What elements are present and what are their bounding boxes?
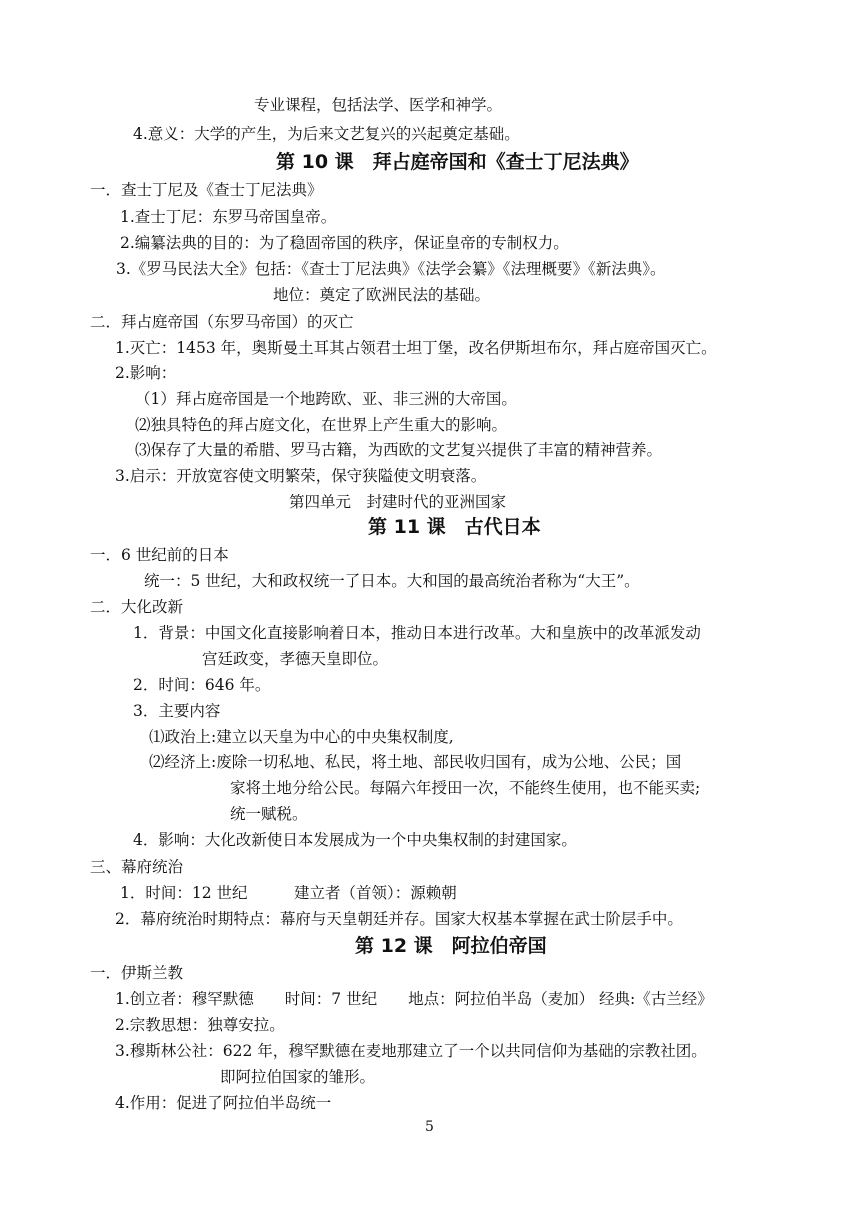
- text-line: 2.编纂法典的目的：为了稳固帝国的秩序，保证皇帝的专制权力。: [120, 234, 569, 252]
- page-number: 5: [425, 1119, 434, 1135]
- text-line: 3．主要内容: [133, 702, 221, 720]
- text-line: 专业课程，包括法学、医学和神学。: [254, 96, 503, 114]
- lesson-10-title: 第 10 课 拜占庭帝国和《查士丁尼法典》: [276, 151, 639, 173]
- section-heading: 二．大化改新: [90, 598, 184, 616]
- section-heading: 二．拜占庭帝国（东罗马帝国）的灭亡: [90, 313, 354, 331]
- lesson-11-title: 第 11 课 古代日本: [368, 516, 541, 538]
- text-line: 3.《罗马民法大全》包括：《查士丁尼法典》《法学会纂》《法理概要》《新法典》。: [116, 260, 666, 278]
- text-line: 2．时间：646 年。: [133, 676, 271, 694]
- text-line: ⑶保存了大量的希腊、罗马古籍，为西欧的文艺复兴提供了丰富的精神营养。: [135, 441, 663, 459]
- lesson-12-title: 第 12 课 阿拉伯帝国: [355, 935, 547, 957]
- text-line: 3.启示：开放宽容使文明繁荣，保守狭隘使文明衰落。: [115, 467, 487, 485]
- text-line: 家将土地分给公民。每隔六年授田一次，不能终生使用，也不能买卖;: [230, 779, 701, 797]
- text-line: （1）拜占庭帝国是一个地跨欧、亚、非三洲的大帝国。: [135, 390, 517, 408]
- section-heading: 一．6 世纪前的日本: [90, 546, 229, 564]
- text-line: ⑴政治上:建立以天皇为中心的中央集权制度,: [149, 728, 454, 746]
- text-line: 统一赋税。: [230, 805, 308, 823]
- text-line: 1.灭亡：1453 年，奥斯曼土耳其占领君士坦丁堡，改名伊斯坦布尔，拜占庭帝国灭亡。: [115, 339, 717, 357]
- text-line: ⑵经济上:废除一切私地、私民，将土地、部民收归国有，成为公地、公民；国: [149, 753, 682, 771]
- text-line: 宫廷政变，孝德天皇即位。: [202, 650, 389, 668]
- text-line: 2.影响：: [115, 364, 177, 382]
- text-line: 1.创立者：穆罕默德 时间：7 世纪 地点：阿拉伯半岛（麦加） 经典:《古兰经》: [115, 990, 713, 1008]
- text-line: 4．影响：大化改新使日本发展成为一个中央集权制的封建国家。: [133, 831, 577, 849]
- text-line: 4.作用：促进了阿拉伯半岛统一: [115, 1094, 332, 1112]
- text-line: 1．时间：12 世纪 建立者（首领）：源赖朝: [120, 884, 457, 902]
- text-line: 4.意义：大学的产生，为后来文艺复兴的兴起奠定基础。: [133, 125, 520, 143]
- text-line: 2．幕府统治时期特点：幕府与天皇朝廷并存。国家大权基本掌握在武士阶层手中。: [115, 910, 683, 928]
- section-heading: 一．查士丁尼及《查士丁尼法典》: [90, 181, 323, 199]
- section-heading: 三、幕府统治: [90, 858, 184, 876]
- text-line: 即阿拉伯国家的雏形。: [220, 1068, 376, 1086]
- text-line: 统一：5 世纪，大和政权统一了日本。大和国的最高统治者称为“大王”。: [144, 572, 640, 590]
- text-line: 3.穆斯林公社：622 年，穆罕默德在麦地那建立了一个以共同信仰为基础的宗教社团。: [115, 1042, 707, 1060]
- text-line: 地位：奠定了欧洲民法的基础。: [273, 286, 491, 304]
- section-heading: 一．伊斯兰教: [90, 964, 184, 982]
- text-line: 1．背景：中国文化直接影响着日本，推动日本进行改革。大和皇族中的改革派发动: [133, 624, 701, 642]
- text-line: 1.查士丁尼：东罗马帝国皇帝。: [120, 208, 337, 226]
- text-line: 2.宗教思想：独尊安拉。: [115, 1016, 285, 1034]
- text-line: ⑵独具特色的拜占庭文化，在世界上产生重大的影响。: [135, 416, 508, 434]
- unit-title: 第四单元 封建时代的亚洲国家: [289, 493, 507, 511]
